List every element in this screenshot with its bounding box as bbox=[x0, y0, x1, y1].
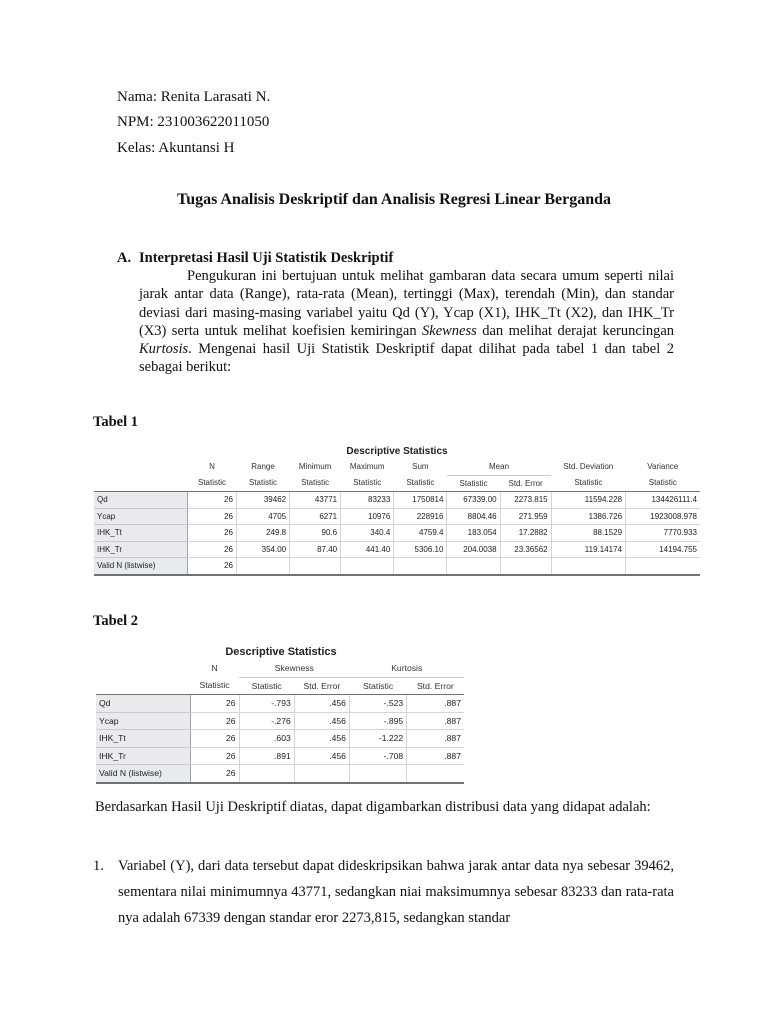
table-cell: .887 bbox=[407, 730, 464, 748]
t1-head-std-deviation: Std. Deviation bbox=[563, 462, 614, 472]
para-kurtosis: Kurtosis bbox=[139, 341, 189, 358]
para-part-2: dan melihat derajat keruncingan bbox=[482, 322, 675, 339]
t1-sub: Statistic bbox=[236, 475, 289, 492]
table-cell bbox=[341, 558, 394, 575]
table-cell: .887 bbox=[407, 712, 464, 730]
table2-grid bbox=[96, 660, 464, 784]
table-cell: 441.40 bbox=[341, 541, 394, 558]
table-cell: -.276 bbox=[239, 712, 294, 730]
table-cell bbox=[294, 765, 349, 783]
conclusion-intro-text: Berdasarkan Hasil Uji Deskriptif diatas, dapat digambarkan distribusi data yang didapat adalah: bbox=[95, 799, 651, 815]
table-cell: 249.8 bbox=[236, 525, 289, 542]
table-cell bbox=[236, 558, 289, 575]
table-cell bbox=[447, 558, 500, 575]
table-cell: 26 bbox=[190, 712, 239, 730]
table-cell: 7770.933 bbox=[626, 525, 700, 542]
document-title: Tugas Analisis Deskriptif dan Analisis Regresi Linear Berganda bbox=[176, 191, 611, 208]
row-label: IHK_Tr bbox=[94, 541, 188, 558]
t2-sub: Statistic bbox=[190, 677, 239, 695]
table-cell bbox=[551, 558, 625, 575]
t1-sub: Std. Error bbox=[500, 475, 551, 492]
table-cell: 26 bbox=[188, 508, 237, 525]
table-cell: 87.40 bbox=[290, 541, 341, 558]
t1-sub: Statistic bbox=[394, 475, 447, 492]
table-cell: 83233 bbox=[341, 492, 394, 509]
t1-sub: Statistic bbox=[447, 475, 500, 492]
para-part-1: Pengukuran ini bertujuan untuk melihat gambaran data secara umum seperti nilai jarak antar data (Range), rata-rata (Mean), tertinggi (Max), terendah (Min), dan standar deviasi dari masing-masing variabel yaitu Qd (Y), Ycap (X1), IHK_Tt (X2), dan IHK_Tr (X3) serta untuk melihat koefisien kemiringan bbox=[139, 268, 674, 339]
list-item-number: 1. bbox=[93, 858, 104, 874]
t1-sub: Statistic bbox=[188, 475, 237, 492]
table-cell: 1750814 bbox=[394, 492, 447, 509]
row-label: Ycap bbox=[94, 508, 188, 525]
table1-grid bbox=[94, 459, 700, 576]
table-cell: 14194.755 bbox=[626, 541, 700, 558]
table-cell: 17.2882 bbox=[500, 525, 551, 542]
table-cell: 204.0038 bbox=[447, 541, 500, 558]
t1-head-variance: Variance bbox=[647, 462, 679, 472]
table-cell: .603 bbox=[239, 730, 294, 748]
table2-caption: Descriptive Statistics bbox=[225, 646, 337, 658]
table-row bbox=[96, 712, 464, 730]
table-cell: 10976 bbox=[341, 508, 394, 525]
table-row bbox=[96, 730, 464, 748]
table-row bbox=[94, 508, 700, 525]
t2-sub: Std. Error bbox=[407, 677, 464, 695]
table-cell: 39462 bbox=[236, 492, 289, 509]
t1-sub: Statistic bbox=[290, 475, 341, 492]
table-row bbox=[94, 558, 700, 575]
table-cell: .456 bbox=[294, 730, 349, 748]
table-cell: 26 bbox=[188, 525, 237, 542]
table-cell: 26 bbox=[190, 765, 239, 783]
table-row bbox=[96, 695, 464, 713]
table-row bbox=[94, 525, 700, 542]
table-cell bbox=[349, 765, 406, 783]
table-cell: 23.36562 bbox=[500, 541, 551, 558]
list-item-text: Variabel (Y), dari data tersebut dapat dideskripsikan bahwa jarak antar data nya sebesar 39462, sementara nilai minimumnya 43771, sedangkan niai maksimumnya sebesar 83233 dan rata-rata nya adalah 67339 dengan standar eror 2273,815, sedangkan standar bbox=[118, 858, 674, 926]
table-cell: 26 bbox=[190, 695, 239, 713]
table-cell: 354.00 bbox=[236, 541, 289, 558]
table1-caption: Descriptive Statistics bbox=[346, 446, 448, 457]
table-cell bbox=[626, 558, 700, 575]
student-name: Nama: Renita Larasati N. bbox=[117, 89, 271, 105]
t1-head-mean: Mean bbox=[447, 459, 551, 475]
table-row bbox=[96, 747, 464, 765]
table2 bbox=[96, 645, 466, 784]
row-label: Qd bbox=[96, 695, 190, 713]
t1-head-n: N bbox=[209, 462, 215, 472]
table-cell: .887 bbox=[407, 747, 464, 765]
t2-sub: Statistic bbox=[239, 677, 294, 695]
para-skewness: Skewness bbox=[422, 322, 477, 339]
t1-head-minimum: Minimum bbox=[298, 462, 332, 472]
table-cell: 88.1529 bbox=[551, 525, 625, 542]
table-cell: -.793 bbox=[239, 695, 294, 713]
table-cell bbox=[290, 558, 341, 575]
table-cell: 26 bbox=[188, 492, 237, 509]
table-cell: -.523 bbox=[349, 695, 406, 713]
row-label: Valid N (listwise) bbox=[94, 558, 188, 575]
student-class: Kelas: Akuntansi H bbox=[117, 140, 235, 156]
conclusion-intro bbox=[93, 794, 674, 820]
table-cell: .887 bbox=[407, 695, 464, 713]
table-cell: 26 bbox=[190, 730, 239, 748]
t1-head-maximum: Maximum bbox=[349, 462, 385, 472]
table-cell: 4705 bbox=[236, 508, 289, 525]
table-cell: 67339.00 bbox=[447, 492, 500, 509]
table-row bbox=[94, 492, 700, 509]
t1-sub: Statistic bbox=[551, 475, 625, 492]
table-cell: 134426111.4 bbox=[626, 492, 700, 509]
table-cell: .456 bbox=[294, 712, 349, 730]
t1-sub: Statistic bbox=[626, 475, 700, 492]
table-cell: 43771 bbox=[290, 492, 341, 509]
row-label: IHK_Tt bbox=[96, 730, 190, 748]
table-cell: 340.4 bbox=[341, 525, 394, 542]
table-row bbox=[96, 765, 464, 783]
list-item bbox=[93, 853, 674, 931]
table2-label: Tabel 2 bbox=[93, 613, 138, 629]
table-cell: -.708 bbox=[349, 747, 406, 765]
t2-head-skewness: Skewness bbox=[239, 660, 349, 677]
table-cell: -1.222 bbox=[349, 730, 406, 748]
table-cell: 26 bbox=[190, 747, 239, 765]
para-part-3: . Mengenai hasil Uji Statistik Deskriptif dapat dilihat pada tabel 1 dan tabel 2 sebagai berikut: bbox=[139, 341, 674, 376]
table-cell bbox=[407, 765, 464, 783]
table1 bbox=[94, 445, 700, 576]
table-cell: 90.6 bbox=[290, 525, 341, 542]
t2-sub: Statistic bbox=[349, 677, 406, 695]
table-cell: 26 bbox=[188, 558, 237, 575]
row-label: Ycap bbox=[96, 712, 190, 730]
t2-head-kurtosis: Kurtosis bbox=[349, 660, 464, 677]
t1-head-sum: Sum bbox=[412, 462, 429, 472]
student-npm: NPM: 231003622011050 bbox=[117, 114, 270, 130]
section-a-paragraph bbox=[139, 267, 674, 377]
table-cell bbox=[394, 558, 447, 575]
row-label: IHK_Tr bbox=[96, 747, 190, 765]
table-cell: -.895 bbox=[349, 712, 406, 730]
table-cell: 228916 bbox=[394, 508, 447, 525]
table-cell: 8804.46 bbox=[447, 508, 500, 525]
table-cell: .456 bbox=[294, 695, 349, 713]
section-a-label: A. bbox=[117, 250, 132, 266]
t1-head-range: Range bbox=[251, 462, 275, 472]
table-cell: 119.14174 bbox=[551, 541, 625, 558]
table-cell bbox=[500, 558, 551, 575]
t1-sub: Statistic bbox=[341, 475, 394, 492]
table-cell: 1923008.978 bbox=[626, 508, 700, 525]
table-cell: 11594.228 bbox=[551, 492, 625, 509]
table-cell: 26 bbox=[188, 541, 237, 558]
table-cell: 271.959 bbox=[500, 508, 551, 525]
table-cell: 2273.815 bbox=[500, 492, 551, 509]
table-cell: 6271 bbox=[290, 508, 341, 525]
row-label: IHK_Tt bbox=[94, 525, 188, 542]
table-cell: 1386.726 bbox=[551, 508, 625, 525]
t2-head-n: N bbox=[211, 663, 218, 674]
table-cell: .891 bbox=[239, 747, 294, 765]
t2-sub: Std. Error bbox=[294, 677, 349, 695]
table-cell: 5306.10 bbox=[394, 541, 447, 558]
table-cell: .456 bbox=[294, 747, 349, 765]
row-label: Qd bbox=[94, 492, 188, 509]
table-cell: 183.054 bbox=[447, 525, 500, 542]
table-cell bbox=[239, 765, 294, 783]
table-row bbox=[94, 541, 700, 558]
section-a-heading: Interpretasi Hasil Uji Statistik Deskriptif bbox=[139, 250, 394, 266]
table-cell: 4759.4 bbox=[394, 525, 447, 542]
row-label: Valid N (listwise) bbox=[96, 765, 190, 783]
table1-label: Tabel 1 bbox=[93, 414, 138, 430]
